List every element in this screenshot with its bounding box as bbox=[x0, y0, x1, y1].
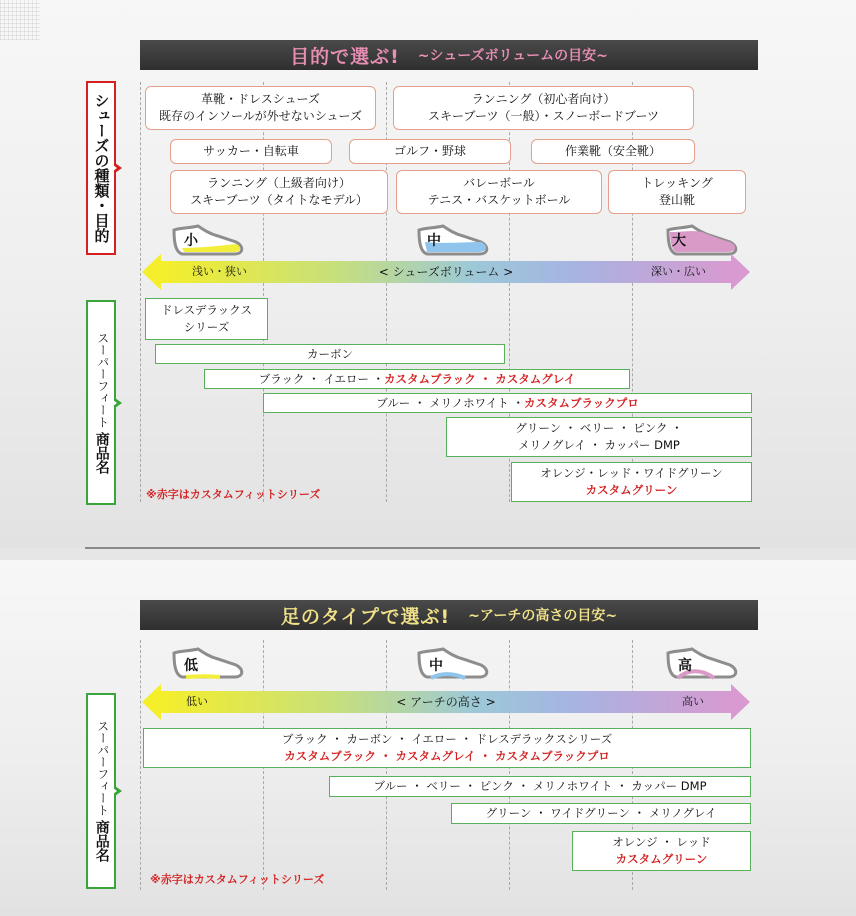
arrow-center-label: < シューズボリューム > bbox=[378, 265, 514, 279]
shoe-large-icon: 大 bbox=[662, 222, 742, 262]
card-running-beginner: ランニング（初心者向け） スキーブーツ（一般）・スノーボードブーツ bbox=[393, 86, 694, 130]
custom-fit-note: ※赤字はカスタムフィットシリーズ bbox=[150, 873, 325, 886]
arch-low-icon: 低 bbox=[168, 645, 248, 685]
section2-subtitle: ~アーチの高さの目安~ bbox=[468, 608, 618, 624]
section-divider bbox=[85, 547, 760, 549]
section2-title: 足のタイプで選ぶ! bbox=[280, 605, 451, 628]
card-soccer-bicycle: サッカー・自転車 bbox=[170, 139, 332, 164]
product-dress-deluxe: ドレスデラックス シリーズ bbox=[145, 298, 268, 340]
product-orange-red-group: オレンジ ・ レッド カスタムグリーン bbox=[572, 831, 751, 871]
product-name-label: スーパーフィート 商品名 bbox=[86, 693, 116, 889]
arrow-center-label: < アーチの高さ > bbox=[396, 695, 496, 709]
card-work-shoes: 作業靴（安全靴） bbox=[531, 139, 695, 164]
product-black-carbon-group: ブラック ・ カーボン ・ イエロー ・ ドレスデラックスシリーズ カスタムブラック ・ カスタムグレイ ・ カスタムブラックプロ bbox=[143, 728, 751, 768]
arch-medium-icon: 中 bbox=[413, 645, 493, 685]
product-carbon: カーボン bbox=[155, 344, 505, 364]
section1-title: 目的で選ぶ! bbox=[290, 45, 400, 68]
card-running-advanced: ランニング（上級者向け） スキーブーツ（タイトなモデル） bbox=[170, 170, 388, 214]
arrow-left-label: 浅い・狭い bbox=[192, 265, 247, 278]
section2-banner bbox=[140, 600, 758, 630]
arch-arrow bbox=[142, 684, 750, 720]
corner-pattern bbox=[0, 0, 40, 40]
product-blue-berry-group: ブルー ・ ベリー ・ ピンク ・ メリノホワイト ・ カッパー DMP bbox=[329, 776, 751, 797]
custom-fit-note: ※赤字はカスタムフィットシリーズ bbox=[146, 488, 321, 501]
shoe-type-label: シューズの種類・目的 bbox=[86, 81, 116, 255]
card-dress-shoes: 革靴・ドレスシューズ 既存のインソールが外せないシューズ bbox=[145, 86, 376, 130]
section1-banner bbox=[140, 40, 758, 70]
section1-subtitle: ~シューズボリュームの目安~ bbox=[417, 48, 608, 64]
product-black-yellow: ブラック ・ イエロー ・カスタムブラック ・ カスタムグレイ bbox=[204, 369, 630, 389]
arrow-left-label: 低い bbox=[186, 695, 208, 708]
product-orange-red: オレンジ・レッド・ワイドグリーン カスタムグリーン bbox=[511, 462, 752, 502]
arrow-right-label: 高い bbox=[682, 695, 704, 708]
product-blue-merino-white: ブルー ・ メリノホワイト ・カスタムブラックプロ bbox=[263, 393, 752, 413]
shoe-medium-icon: 中 bbox=[413, 222, 493, 262]
shoe-small-icon: 小 bbox=[168, 222, 248, 262]
arrow-right-label: 深い・広い bbox=[651, 265, 706, 278]
volume-arrow bbox=[142, 254, 750, 290]
product-green-berry-pink: グリーン ・ ベリー ・ ピンク ・ メリノグレイ ・ カッパー DMP bbox=[446, 417, 752, 457]
product-name-label: スーパーフィート 商品名 bbox=[86, 300, 116, 505]
guide-line bbox=[140, 640, 141, 890]
product-green-group: グリーン ・ ワイドグリーン ・ メリノグレイ bbox=[451, 803, 751, 824]
guide-line bbox=[140, 82, 141, 502]
arch-high-icon: 高 bbox=[662, 645, 742, 685]
card-golf-baseball: ゴルフ・野球 bbox=[349, 139, 511, 164]
card-volleyball: バレーボール テニス・バスケットボール bbox=[396, 170, 602, 214]
card-trekking: トレッキング 登山靴 bbox=[608, 170, 746, 214]
